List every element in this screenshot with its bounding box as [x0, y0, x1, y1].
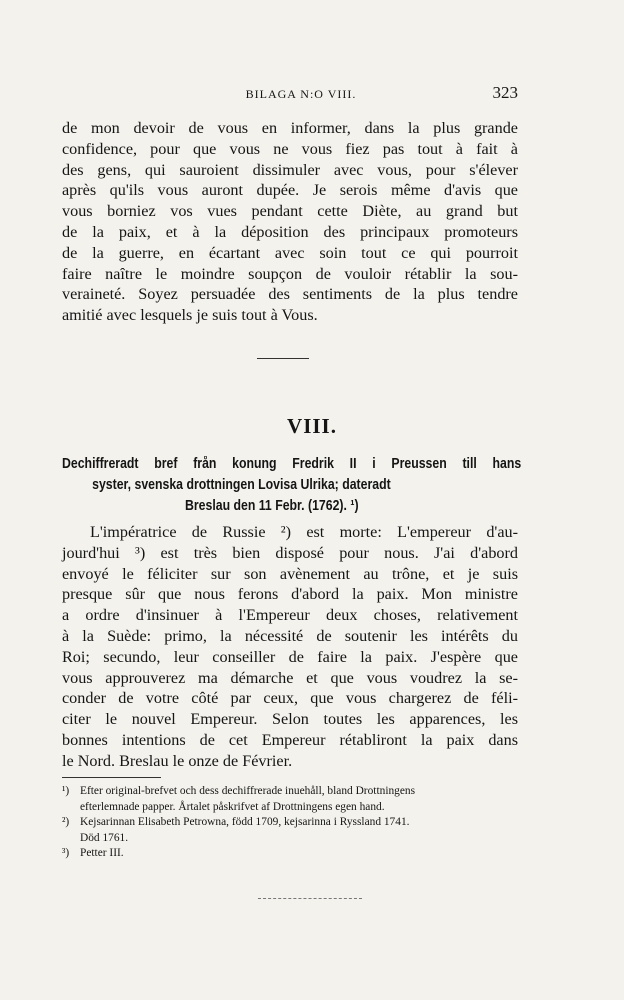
text-line: de la guerre, en écartant avec soin tout ce qui pourroit: [62, 243, 518, 262]
text-line: de la paix, et à la déposition des principaux promoteurs: [62, 222, 518, 241]
footnote-mark: ²): [62, 816, 70, 829]
text-line: le Nord. Breslau le onze de Février.: [62, 751, 293, 770]
letter-title-line: syster, svenska drottningen Lovisa Ulrika; dateradt: [92, 477, 391, 493]
letter-body: [62, 522, 518, 772]
footnote-mark: ³): [62, 847, 70, 860]
letter-title: [62, 454, 522, 517]
text-line: vous approuverez ma démarche et que vous voudrez la se-: [62, 668, 518, 687]
text-line: confidence, pour que vous ne vous fiez pas tout à fait à: [62, 139, 518, 158]
footnote-text: Efter original-brefvet och dess dechiffrerade inuehåll, bland Drottningens: [80, 785, 416, 797]
text-line: Roi; secundo, leur conseiller de faire la paix. J'espère que: [62, 647, 518, 666]
paragraph-continued: [62, 118, 518, 326]
letter-title-line: Dechiffreradt bref från konung Fredrik II i Preussen till hans: [62, 456, 522, 472]
page-header: [64, 83, 518, 107]
bottom-divider: [258, 898, 362, 899]
text-line: envoyé le féliciter sur son avènement au trône, et je suis: [62, 564, 518, 583]
section-divider: [257, 358, 309, 359]
footnote-mark: ¹): [62, 785, 70, 797]
text-line: conder de votre côté par ceux, que vous chargerez de féli-: [62, 689, 518, 708]
text-line: jourd'hui ³) est très bien disposé pour nous. J'ai d'abord: [62, 543, 518, 562]
footnote-3: [62, 846, 522, 862]
footnote-text: Kejsarinnan Elisabeth Petrowna, född 1709, kejsarinna i Ryssland 1741.: [80, 816, 410, 829]
footnotes: [62, 784, 522, 862]
letter-title-line: Breslau den 11 Febr. (1762). ¹): [184, 498, 359, 514]
text-line: veraineté. Soyez persuadée des sentiments de la plus tendre: [62, 285, 518, 304]
running-title: BILAGA N:O VIII.: [245, 87, 357, 101]
text-line: de mon devoir de vous en informer, dans la plus grande: [62, 119, 518, 137]
footnote-text: Petter III.: [80, 847, 124, 860]
text-line: bonnes intentions de cet Empereur rétabliront la paix dans: [62, 730, 518, 749]
text-line: faire naître le moindre soupçon de vouloir rétablir la sou-: [62, 264, 518, 283]
page-number: 323: [492, 83, 518, 102]
text-line: a ordre d'insinuer à l'Empereur deux choses, relativement: [62, 606, 518, 625]
footnote-2-cont: Död 1761.: [80, 831, 129, 844]
text-line: vous borniez vos vues pendant cette Diète, au grand but: [62, 202, 518, 221]
footnote-1: [62, 784, 522, 800]
text-line: presque sûr que nous ferons d'abord la paix. Mon ministre: [62, 585, 518, 604]
text-line: amitié avec lesquels je suis tout à Vous.: [62, 306, 318, 325]
footnote-1-cont: efterlemnade papper. Årtalet påskrifvet af Drottningens egen hand.: [80, 800, 385, 813]
footnote-divider: [62, 777, 161, 778]
text-line: à la Suède: primo, la nécessité de soutenir les intérêts du: [62, 626, 518, 645]
text-line: L'impératrice de Russie ²) est morte: L'empereur d'au-: [90, 523, 518, 541]
section-number: VIII.: [287, 414, 337, 438]
footnote-2: [62, 815, 522, 831]
text-line: citer le nouvel Empereur. Selon toutes les apparences, les: [62, 710, 518, 729]
text-line: après qu'ils vous auront dupée. Je serois même d'avis que: [62, 181, 518, 200]
text-line: des gens, qui sauroient dissimuler avec vous, pour s'élever: [62, 160, 518, 179]
